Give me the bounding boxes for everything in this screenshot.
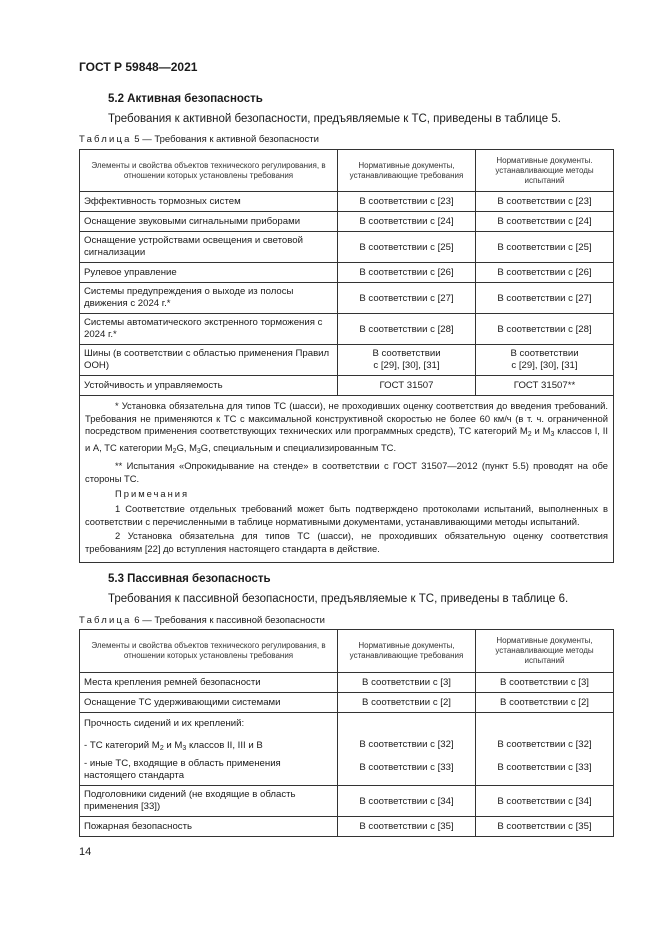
row-test-method: В соответствии с [27] (476, 283, 614, 314)
row-test-method: В соответствии с [25] (476, 232, 614, 263)
row-item: Оснащение устройствами освещения и световой сигнализации (80, 232, 338, 263)
seat-b-test: В соответствии с [33] (497, 762, 592, 773)
table-notes (80, 396, 614, 563)
footnote-star (85, 400, 608, 458)
table-5 (79, 149, 614, 563)
row-test-method: В соответствии с [34] (476, 786, 614, 817)
row-item: Эффективность тормозных систем (80, 192, 338, 212)
seat-strength-other: - иные ТС, входящие в область применения настоящего стандарта (84, 757, 281, 781)
row-requirement: В соответствии с [3] (338, 673, 476, 693)
table-header-cell: Нормативные документы, устанавливающие методы испытаний (476, 630, 614, 673)
row-test-method: В соответствии с [3] (476, 673, 614, 693)
caption-text: 5 — Требования к активной безопасности (134, 134, 319, 145)
caption-text: 6 — Требования к пассивной безопасности (134, 615, 325, 626)
row-requirement: В соответствии с [27] (338, 283, 476, 314)
row-item: Пожарная безопасность (80, 817, 338, 837)
seat-a-test: В соответствии с [32] (497, 739, 592, 750)
subscript: 3 (196, 447, 201, 455)
test-line-2: с [29], [30], [31] (511, 360, 578, 371)
footnote-text: классов I, II и A, ТС категории M (85, 425, 608, 453)
req-line-1: В соответствии (372, 348, 441, 359)
seat-strength-title: Прочность сидений и их креплений: (84, 717, 245, 729)
row-requirement: ГОСТ 31507 (338, 376, 476, 396)
seat-text: - ТС категорий M (84, 739, 160, 751)
seat-a-req: В соответствии с [32] (359, 739, 454, 750)
row-requirement: В соответствии с [24] (338, 212, 476, 232)
footnote-text: G, M (176, 441, 197, 453)
section-5-3-title: 5.3 Пассивная безопасность (108, 573, 271, 585)
table-row (80, 376, 614, 396)
table-header-cell: Элементы и свойства объектов технического регулирования, в отношении которых установлены требования (80, 150, 338, 192)
row-item: Системы автоматического экстренного торможения с 2024 г.* (80, 314, 338, 345)
footnote-double-star: ** Испытания «Опрокидывание на стенде» в соответствии с ГОСТ 31507—2012 (пункт 5.5) проводят на обе стороны ТС. (85, 460, 608, 484)
seat-text: и M (163, 739, 183, 751)
table-row (80, 693, 614, 713)
row-item: Устойчивость и управляемость (80, 376, 338, 396)
table-header-cell: Элементы и свойства объектов технического регулирования, в отношении которых установлены требования (80, 630, 338, 673)
row-requirement: В соответствии с [23] (338, 192, 476, 212)
row-test-method: В соответствии с [2] (476, 693, 614, 713)
document-header: ГОСТ Р 59848—2021 (79, 60, 198, 74)
row-item: Оснащение звуковыми сигнальными приборами (80, 212, 338, 232)
caption-label: Таблица (79, 615, 132, 626)
test-line-1: В соответствии (510, 348, 579, 359)
table-row (80, 232, 614, 263)
seat-b-req: В соответствии с [33] (359, 762, 454, 773)
section-5-2-intro: Требования к активной безопасности, предъявляемые к ТС, приведены в таблице 5. (108, 113, 561, 125)
row-test-method: В соответствии с [23] (476, 192, 614, 212)
table-row (80, 314, 614, 345)
row-item: Оснащение ТС удерживающими системами (80, 693, 338, 713)
table-row (80, 192, 614, 212)
table-row (80, 263, 614, 283)
row-item: Системы предупреждения о выходе из полосы движения с 2024 г.* (80, 283, 338, 314)
footnote-text: * Установка обязательна для типов ТС (шасси), не проходивших оценку соответствия до введения требований. Требования не применяются к ТС с максимальной конструктивной скоростью не более 60 км/ч (в т. ч. ограниченной посредством применения соответствующих технических или программных средств), ТС категорий M (85, 400, 608, 436)
section-5-3-intro: Требования к пассивной безопасности, предъявляемые к ТС, приведены в таблице 6. (108, 593, 569, 605)
row-requirement: В соответствии с [25] (338, 232, 476, 263)
seat-text: классов II, III и B (186, 739, 263, 751)
row-requirement: В соответствии с [35] (338, 817, 476, 837)
row-test-method: В соответствии с [35] (476, 817, 614, 837)
row-item: Шины (в соответствии с областью применения Правил ООН) (80, 345, 338, 376)
page-number: 14 (79, 846, 92, 858)
notes-heading: Примечания (115, 488, 190, 499)
subscript: 2 (159, 744, 164, 752)
table-header-cell: Нормативные документы. устанавливающие методы испытаний (476, 150, 614, 192)
table-6-caption (79, 615, 325, 626)
row-test-method: ГОСТ 31507** (476, 376, 614, 396)
table-header-cell: Нормативные документы, устанавливающие требования (338, 150, 476, 192)
req-line-2: с [29], [30], [31] (373, 360, 440, 371)
row-requirement: В соответствии с [2] (338, 693, 476, 713)
row-test-method (476, 345, 614, 376)
table-row (80, 345, 614, 376)
row-test-method: В соответствии с [26] (476, 263, 614, 283)
table-5-caption (79, 134, 319, 145)
subscript: 2 (527, 431, 532, 438)
row-requirement: В соответствии с [34] (338, 786, 476, 817)
seat-strength-category-m (84, 736, 333, 756)
table-6 (79, 629, 614, 837)
subscript: 3 (182, 744, 187, 752)
row-requirement (338, 713, 476, 786)
table-header-cell: Нормативные документы, устанавливающие требования (338, 630, 476, 673)
table-row (80, 673, 614, 693)
row-requirement: В соответствии с [28] (338, 314, 476, 345)
note-1: 1 Соответствие отдельных требований может быть подтверждено протоколами испытаний, выполненных в соответствии с перечисленными в таблице нормативными документами, устанавливающими методы испытаний. (85, 503, 608, 527)
row-item (80, 713, 338, 786)
caption-label: Таблица (79, 134, 132, 145)
table-notes-row (80, 396, 614, 563)
section-5-2-title: 5.2 Активная безопасность (108, 93, 263, 105)
table-row (80, 212, 614, 232)
row-item: Подголовники сидений (не входящие в область применения [33]) (80, 786, 338, 817)
row-test-method: В соответствии с [28] (476, 314, 614, 345)
subscript: 2 (172, 447, 177, 455)
subscript: 3 (550, 431, 555, 438)
table-row (80, 713, 614, 786)
table-row (80, 283, 614, 314)
footnote-text: G, специальным и специализированным ТС. (200, 441, 397, 453)
row-item: Места крепления ремней безопасности (80, 673, 338, 693)
row-test-method: В соответствии с [24] (476, 212, 614, 232)
row-requirement: В соответствии с [26] (338, 263, 476, 283)
note-2: 2 Установка обязательна для типов ТС (шасси), не проходивших обязательную оценку соответствия требованиям [22] до вступления настоящего стандарта в действие. (85, 530, 608, 554)
footnote-text: и M (531, 425, 551, 436)
row-item: Рулевое управление (80, 263, 338, 283)
table-row (80, 817, 614, 837)
row-test-method (476, 713, 614, 786)
row-requirement (338, 345, 476, 376)
table-row (80, 786, 614, 817)
